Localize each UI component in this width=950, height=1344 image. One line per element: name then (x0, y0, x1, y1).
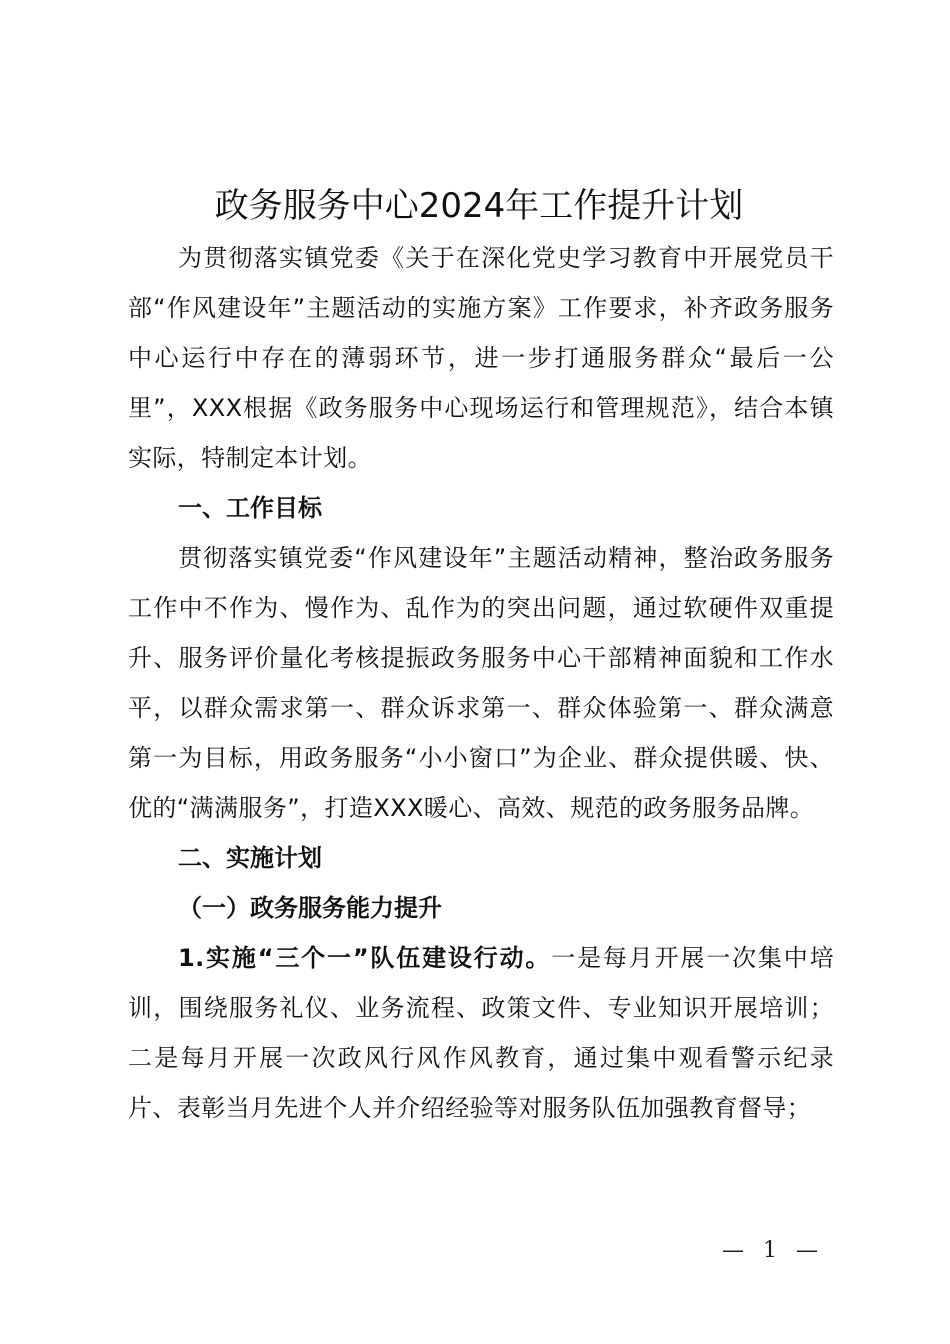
item-1-paragraph (128, 933, 834, 1133)
document-title: 政务服务中心2024年工作提升计划 (214, 186, 744, 226)
section-heading-plan: 二、实施计划 (178, 844, 322, 872)
section-heading-goals: 一、工作目标 (178, 494, 322, 522)
page-number: — 1 — (722, 1238, 824, 1263)
subsection-heading-capability: （一）政务服务能力提升 (178, 894, 442, 922)
intro-paragraph: 为贯彻落实镇党委《关于在深化党史学习教育中开展党员干部“作风建设年”主题活动的实施方案》工作要求，补齐政务服务中心运行中存在的薄弱环节，进一步打通服务群众“最后一公里”，XXX根据《政务服务中心现场运行和管理规范》，结合本镇实际，特制定本计划。 (128, 244, 834, 472)
goals-paragraph: 贯彻落实镇党委“作风建设年”主题活动精神，整治政务服务工作中不作为、慢作为、乱作为的突出问题，通过软硬件双重提升、服务评价量化考核提振政务服务中心干部精神面貌和工作水平，以群众需求第一、群众诉求第一、群众体验第一、群众满意第一为目标，用政务服务“小小窗口”为企业、群众提供暖、快、优的“满满服务”，打造XXX暖心、高效、规范的政务服务品牌。 (128, 544, 834, 822)
item-1-lead: 1.实施“三个一”队伍建设行动。 (178, 944, 552, 972)
item-1-text: 一是每月开展一次集中培训，围绕服务礼仪、业务流程、政策文件、专业知识开展培训；二是每月开展一次政风行风作风教育，通过集中观看警示纪录片、表彰当月先进个人并介绍经验等对服务队伍加强教育督导； (128, 944, 834, 1122)
document-body (128, 233, 834, 1133)
